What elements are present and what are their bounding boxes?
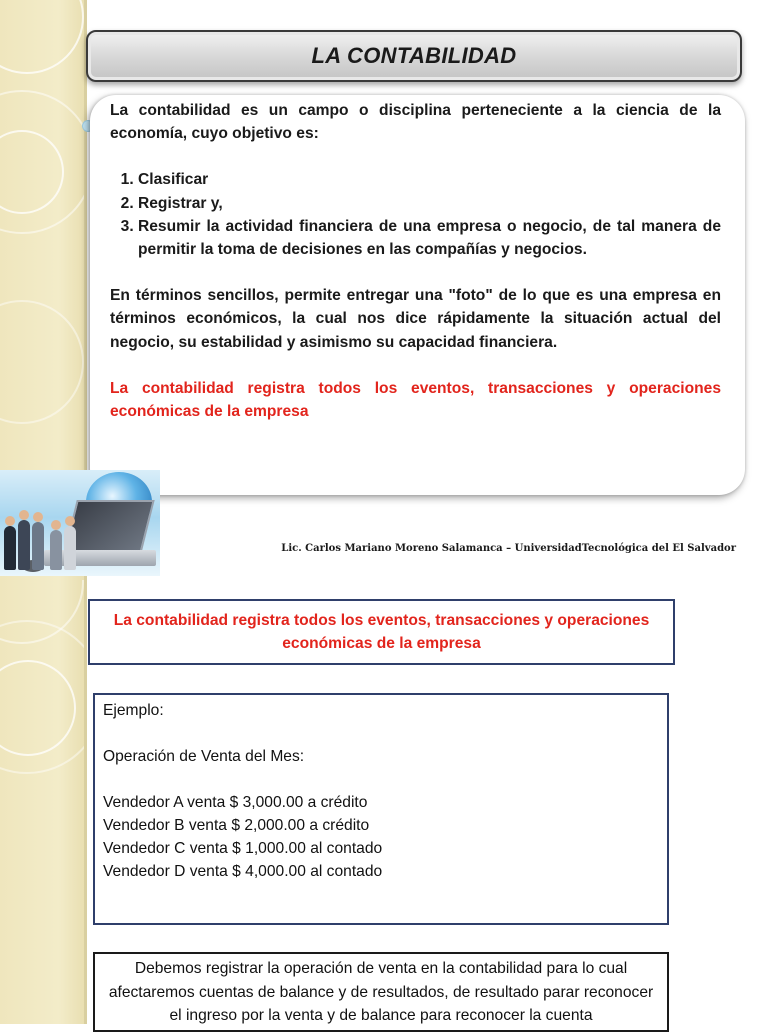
example-line: Vendedor D venta $ 4,000.00 al contado: [103, 863, 383, 880]
example-line: [103, 768, 659, 791]
headline-box: [88, 599, 675, 665]
person-figure: [4, 526, 16, 570]
explanation-paragraph: En términos sencillos, permite entregar una "foto" de lo que es una empresa en términos económicos, la cual nos dice rápidamente la situación actual del negocio, su estabilidad y asimismo su capacidad financiera.: [110, 287, 721, 351]
objectives-list: [110, 168, 721, 261]
business-team-laptop-image: [0, 470, 160, 576]
example-line: [103, 722, 659, 745]
note-box: [93, 952, 669, 1032]
author-credit: Lic. Carlos Mariano Moreno Salamanca – UniversidadTecnológica del El Salvador: [281, 543, 736, 554]
example-box: [93, 693, 669, 925]
highlight-text: La contabilidad registra todos los eventos, transacciones y operaciones económicas de la empresa: [110, 379, 721, 421]
example-line: Operación de Venta del Mes:: [103, 748, 305, 765]
decorative-sidebar: [0, 580, 84, 1024]
laptop-screen: [63, 500, 154, 554]
page-title: LA CONTABILIDAD: [311, 43, 517, 68]
example-line: Vendedor A venta $ 3,000.00 a crédito: [103, 794, 368, 811]
decorative-circle: [0, 300, 84, 424]
decorative-circle: [0, 90, 84, 234]
list-item: 1. Clasificar: [138, 168, 721, 191]
decorative-circle: [0, 0, 84, 74]
person-figure: [64, 526, 76, 570]
decorative-circle: [0, 620, 84, 774]
title-banner: [86, 30, 742, 82]
list-item: 3. Resumir la actividad financiera de una empresa o negocio, de tal manera de permitir la toma de decisiones en las compañías y negocios.: [138, 215, 721, 261]
headline-text: La contabilidad registra todos los eventos, transacciones y operaciones económicas de la empresa: [113, 612, 650, 652]
list-item: 2. Registrar y,: [138, 192, 721, 215]
intro-text: La contabilidad es un campo o disciplina perteneciente a la ciencia de la economía, cuyo objetivo es:: [110, 102, 721, 143]
content-box: [90, 95, 745, 495]
example-line: Vendedor B venta $ 2,000.00 a crédito: [103, 817, 370, 834]
person-figure: [50, 530, 62, 570]
note-text: Debemos registrar la operación de venta en la contabilidad para lo cual afectaremos cuentas de balance y de resultados, de resultado parar reconocer el ingreso por la venta y de balance para reconocer la cuenta: [108, 960, 654, 1024]
example-line: Vendedor C venta $ 1,000.00 al contado: [103, 840, 383, 857]
person-figure: [32, 522, 44, 570]
person-figure: [18, 520, 30, 570]
sidebar-divider: [84, 580, 87, 1024]
slide-2: [0, 580, 768, 1024]
example-line: Ejemplo:: [103, 702, 164, 719]
